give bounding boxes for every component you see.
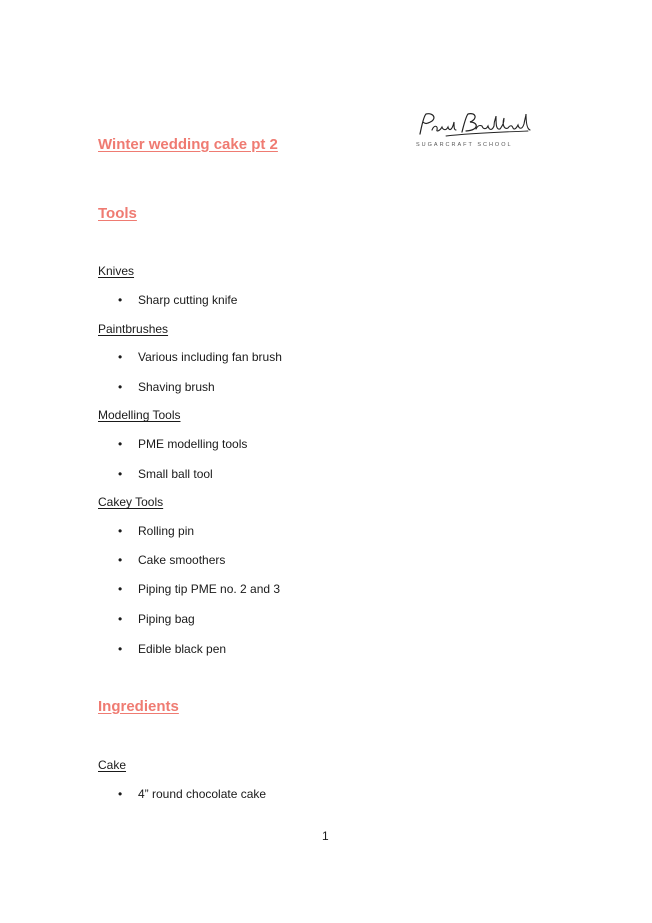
bullet-icon: • [118,350,123,364]
tools-group-paintbrushes-label: Paintbrushes [98,322,169,336]
logo-subtitle: SUGARCRAFT SCHOOL [416,142,513,148]
list-item: • 4” round chocolate cake [118,787,267,801]
list-item: • Piping tip PME no. 2 and 3 [118,582,281,596]
bullet-icon: • [118,582,123,596]
brand-logo [416,110,532,154]
tools-group-modelling-label: Modelling Tools [98,408,181,422]
bullet-icon: • [118,524,123,538]
list-item: • Shaving brush [118,380,215,394]
signature-logo-icon [416,110,532,140]
page-title: Winter wedding cake pt 2 [98,136,278,153]
list-item: • Edible black pen [118,642,227,656]
bullet-icon: • [118,787,123,801]
page-number: 1 [322,829,329,843]
tools-group-cakey-label: Cakey Tools [98,495,164,509]
list-item: • PME modelling tools [118,437,248,451]
bullet-icon: • [118,380,123,394]
list-item: • Piping bag [118,612,195,626]
ingredients-group-cake-label: Cake [98,758,127,772]
list-item: • Rolling pin [118,524,195,538]
ingredients-heading: Ingredients [98,698,179,715]
bullet-icon: • [118,467,123,481]
list-item: • Small ball tool [118,467,213,481]
bullet-icon: • [118,612,123,626]
bullet-icon: • [118,437,123,451]
tools-group-knives-label: Knives [98,264,135,278]
list-item: • Cake smoothers [118,553,226,567]
bullet-icon: • [118,553,123,567]
bullet-icon: • [118,293,123,307]
bullet-icon: • [118,642,123,656]
tools-heading: Tools [98,205,137,222]
list-item: • Various including fan brush [118,350,282,364]
list-item: • Sharp cutting knife [118,293,238,307]
